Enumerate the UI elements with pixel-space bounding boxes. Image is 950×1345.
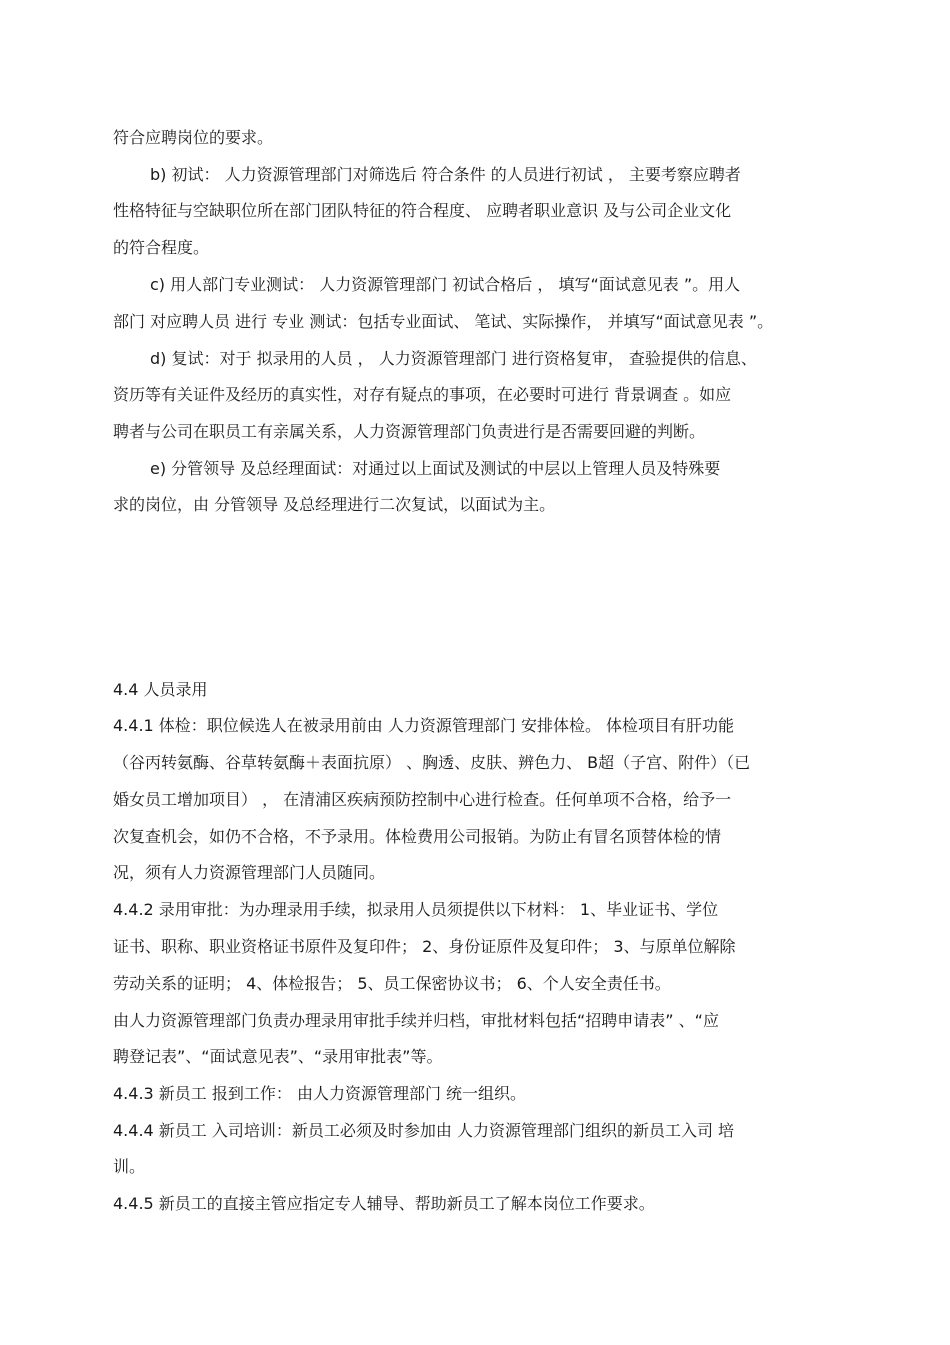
paragraph-line: 劳动关系的证明； 4、体检报告； 5、员工保密协议书； 6、个人安全责任书。 — [113, 974, 671, 993]
paragraph-line: 况，须有人力资源管理部门人员随同。 — [113, 863, 386, 882]
paragraph-line: 4.4.1 体检：职位候选人在被录用前由 人力资源管理部门 安排体检。 体检项目有肝功能 — [113, 716, 735, 735]
paragraph-line: b) 初试： 人力资源管理部门对筛选后 符合条件 的人员进行初试 ， 主要考察应聘者 — [150, 165, 741, 184]
paragraph-line: 部门 对应聘人员 进行 专业 测试：包括专业面试、 笔试、实际操作， 并填写“面试意见表 ”。 — [113, 312, 774, 331]
paragraph-line: 次复查机会，如仍不合格，不予录用。体检费用公司报销。为防止有冒名顶替体检的情 — [113, 827, 722, 846]
paragraph-line: 求的岗位，由 分管领导 及总经理进行二次复试，以面试为主。 — [113, 495, 556, 514]
paragraph-line: 训。 — [113, 1157, 146, 1176]
paragraph-line: 由人力资源管理部门负责办理录用审批手续并归档，审批材料包括“招聘申请表” 、“应 — [113, 1011, 719, 1030]
paragraph-line: 证书、职称、职业资格证书原件及复印件； 2、身份证原件及复印件； 3、与原单位解除 — [113, 937, 736, 956]
paragraph-line: （谷丙转氨酶、谷草转氨酶＋表面抗原） 、胸透、皮肤、辨色力、 B超（子宫、附件）（已 — [113, 753, 751, 772]
paragraph-line: 4.4.5 新员工的直接主管应指定专人辅导、帮助新员工了解本岗位工作要求。 — [113, 1194, 655, 1213]
paragraph-line: 婚女员工增加项目） ， 在清浦区疾病预防控制中心进行检查。任何单项不合格，给予一 — [113, 790, 732, 809]
paragraph-line: 4.4.2 录用审批：为办理录用手续，拟录用人员须提供以下材料： 1、毕业证书、学位 — [113, 900, 719, 919]
paragraph-line: d) 复试：对于 拟录用的人员 ， 人力资源管理部门 进行资格复审， 查验提供的信息、 — [150, 349, 757, 368]
paragraph-line: 聘者与公司在职员工有亲属关系，人力资源管理部门负责进行是否需要回避的判断。 — [113, 422, 706, 441]
paragraph-line: 聘登记表”、“面试意见表”、“录用审批表”等。 — [113, 1047, 443, 1066]
paragraph-line: 的符合程度。 — [113, 238, 210, 257]
paragraph-line: 4.4.4 新员工 入司培训：新员工必须及时参加由 人力资源管理部门组织的新员工入司 培 — [113, 1121, 735, 1140]
paragraph-line: c) 用人部门专业测试： 人力资源管理部门 初试合格后 ， 填写“面试意见表 ”。用人 — [150, 275, 741, 294]
paragraph-line: 资历等有关证件及经历的真实性，对存有疑点的事项，在必要时可进行 背景调查 。如应 — [113, 385, 732, 404]
paragraph-line: e) 分管领导 及总经理面试：对通过以上面试及测试的中层以上管理人员及特殊要 — [150, 459, 721, 478]
paragraph-line: 性格特征与空缺职位所在部门团队特征的符合程度、 应聘者职业意识 及与公司企业文化 — [113, 201, 732, 220]
paragraph-line: 4.4.3 新员工 报到工作： 由人力资源管理部门 统一组织。 — [113, 1084, 527, 1103]
paragraph-line: 符合应聘岗位的要求。 — [113, 128, 274, 147]
section-heading: 4.4 人员录用 — [113, 680, 208, 699]
